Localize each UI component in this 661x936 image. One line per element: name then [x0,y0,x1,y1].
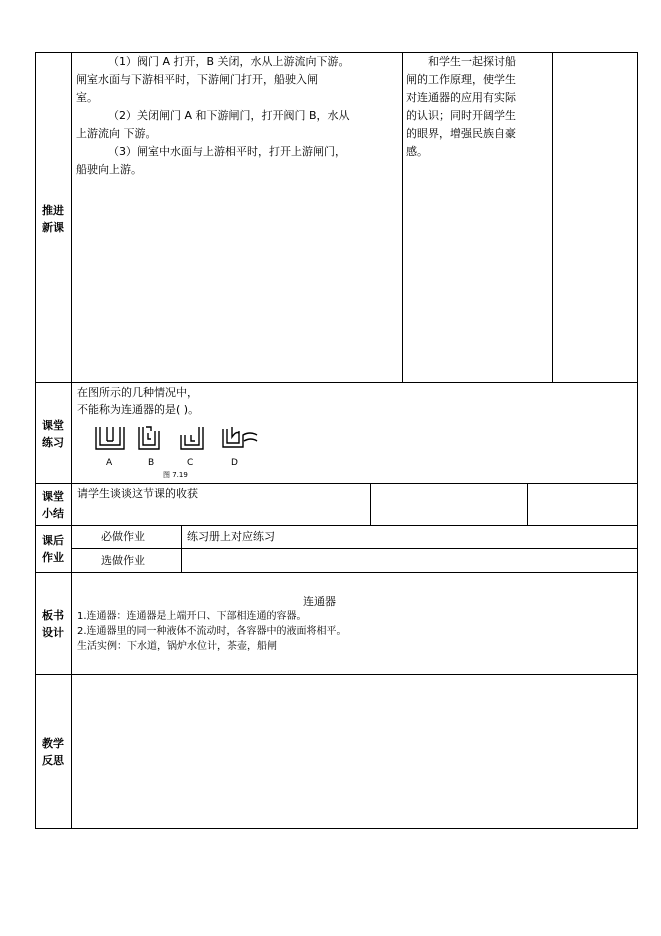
column-divider [181,525,182,573]
vessel-a-drawing [96,427,124,449]
intent-line: 的眼界，增强民族自豪 [406,127,516,140]
row-divider [35,674,638,675]
content-line: （1）阀门 A 打开，B 关闭，水从上游流向下游。 [108,55,350,68]
summary-text: 请学生谈谈这节课的收获 [77,487,198,500]
figure-label-a: A [106,458,113,468]
figure-label-d: D [231,458,238,468]
intent-line: 对连通器的应用有实际 [406,91,516,104]
label-column-divider [71,52,72,829]
row-label-new-lesson [38,202,68,236]
column-divider [402,52,403,383]
table-border-left [35,52,36,829]
label-line: 反思 [42,754,64,767]
row-label-summary [38,488,68,522]
label-line: 作业 [42,551,64,564]
label-line: 课堂 [42,490,64,503]
label-line: 设计 [42,626,64,639]
vessel-c-drawing [181,427,203,449]
label-line: 练习 [42,436,64,449]
row-divider [35,572,638,573]
optional-homework-label: 选做作业 [101,554,145,567]
connected-vessel-figure [92,423,262,479]
label-line: 课堂 [42,419,64,432]
board-line: 生活实例：下水道，锅炉水位计，茶壶，船闸 [77,641,277,652]
label-line: 新课 [42,221,64,234]
vessel-d-drawing [223,427,257,447]
label-line: 教学 [42,737,64,750]
required-homework-text: 练习册上对应练习 [187,530,275,543]
row-divider [71,548,638,549]
intent-line: 的认识；同时开阔学生 [406,109,516,122]
content-line: 闸室水面与下游相平时，下游闸门打开，船驶入闸 [76,73,318,86]
row-divider [35,525,638,526]
label-line: 小结 [42,507,64,520]
row-label-reflection [38,735,68,769]
required-homework-label: 必做作业 [101,530,145,543]
label-line: 课后 [42,534,64,547]
row-label-homework [38,532,68,566]
content-line: （2）关闭闸门 A 和下游闸门，打开阀门 B，水从 [108,109,350,122]
table-border-bottom [35,828,638,829]
intent-line: 闸的工作原理，使学生 [406,73,516,86]
content-line: （3）闸室中水面与上游相平时，打开上游闸门， [108,145,346,158]
table-border-right [637,52,638,829]
question-line: 不能称为连通器的是( )。 [77,403,200,416]
content-line: 室。 [76,91,98,104]
board-title: 连通器 [303,595,336,608]
figure-label-c: C [187,458,194,468]
row-label-practice [38,417,68,451]
board-line: 2.连通器里的同一种液体不流动时，各容器中的液面将相平。 [77,626,347,637]
column-divider [370,483,371,526]
intent-line: 和学生一起探讨船 [428,55,516,68]
board-line: 1.连通器：连通器是上端开口、下部相连通的容器。 [77,611,307,622]
vessel-b-drawing [139,427,159,449]
row-label-board [38,607,68,641]
column-divider [552,52,553,383]
figure-label-b: B [148,458,155,468]
question-line: 在图所示的几种情况中， [77,386,198,399]
content-line: 船驶向上游。 [76,163,142,176]
column-divider [527,483,528,526]
content-line: 上游流向 下游。 [76,127,157,140]
label-line: 推进 [42,204,64,217]
figure-caption: 图 7.19 [163,471,188,479]
intent-line: 感。 [406,145,428,158]
label-line: 板书 [42,609,64,622]
